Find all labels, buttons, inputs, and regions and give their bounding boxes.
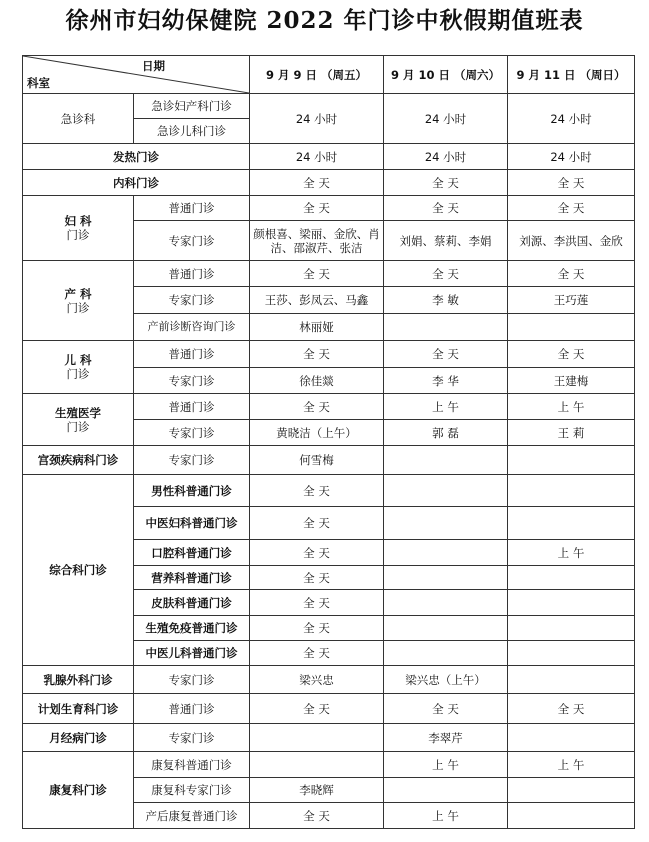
table-row: [23, 724, 635, 752]
dept-cell: [23, 341, 134, 394]
clinic-type-cell: 专家门诊: [134, 724, 250, 752]
duty-cell: 梁兴忠（上午）: [384, 666, 508, 694]
duty-cell: 全 天: [250, 196, 384, 221]
duty-cell: 全 天: [250, 694, 384, 724]
duty-cell: [384, 641, 508, 666]
duty-cell: [508, 616, 635, 641]
clinic-type-cell: 专家门诊: [134, 446, 250, 475]
duty-cell: 上 午: [384, 394, 508, 420]
clinic-type-cell: 普通门诊: [134, 261, 250, 287]
duty-cell: 刘源、李洪国、金欣: [508, 221, 635, 261]
clinic-type-cell: 皮肤科普通门诊: [134, 590, 250, 616]
duty-cell: 全 天: [250, 590, 384, 616]
duty-cell: 全 天: [384, 261, 508, 287]
dept-cell: 乳腺外科门诊: [23, 666, 134, 694]
duty-cell: 全 天: [250, 341, 384, 368]
duty-cell: 王 莉: [508, 420, 635, 446]
duty-schedule-table: [22, 55, 635, 829]
duty-cell: 上 午: [384, 752, 508, 778]
duty-cell: 林丽娅: [250, 314, 384, 341]
duty-cell: [250, 752, 384, 778]
header-row: [23, 56, 635, 94]
duty-cell: 颜根喜、梁丽、金欣、肖洁、邵淑芹、张洁: [250, 221, 384, 261]
duty-cell: 全 天: [250, 803, 384, 829]
dept-cell: [23, 196, 134, 261]
duty-cell: 全 天: [250, 641, 384, 666]
table-row: [23, 666, 635, 694]
dept-cell: 宫颈疾病科门诊: [23, 446, 134, 475]
duty-cell: 24 小时: [250, 144, 384, 170]
day-header-2: 9 月 10 日 （周六）: [384, 56, 508, 94]
duty-cell: [384, 778, 508, 803]
duty-cell: 全 天: [384, 341, 508, 368]
duty-cell: [508, 590, 635, 616]
clinic-type-cell: 急诊儿科门诊: [134, 119, 250, 144]
duty-cell: [384, 616, 508, 641]
dept-cell: 计划生育科门诊: [23, 694, 134, 724]
duty-cell: [508, 314, 635, 341]
duty-cell: 全 天: [250, 394, 384, 420]
clinic-type-cell: 康复科普通门诊: [134, 752, 250, 778]
clinic-type-cell: 产前诊断咨询门诊: [134, 314, 250, 341]
clinic-type-cell: 生殖免疫普通门诊: [134, 616, 250, 641]
dept-name-line: 儿 科: [64, 353, 92, 367]
duty-cell: [508, 475, 635, 507]
dept-label: 科室: [27, 76, 50, 90]
duty-cell: [508, 446, 635, 475]
duty-cell: 24 小时: [384, 94, 508, 144]
dept-name-line: 门诊: [66, 300, 90, 315]
duty-cell: 刘娟、蔡莉、李娟: [384, 221, 508, 261]
table-row: [23, 694, 635, 724]
day-header-3: 9 月 11 日 （周日）: [508, 56, 635, 94]
clinic-type-cell: 营养科普通门诊: [134, 566, 250, 590]
dept-cell: [23, 261, 134, 341]
table-row: [23, 144, 635, 170]
duty-cell: 王莎、彭凤云、马鑫: [250, 287, 384, 314]
duty-cell: [384, 507, 508, 540]
date-label: 日期: [142, 59, 165, 73]
clinic-type-cell: 普通门诊: [134, 394, 250, 420]
table-row: [23, 261, 635, 287]
duty-cell: [250, 724, 384, 752]
duty-cell: [508, 641, 635, 666]
duty-cell: 全 天: [250, 507, 384, 540]
duty-cell: 全 天: [250, 170, 384, 196]
duty-cell: 何雪梅: [250, 446, 384, 475]
duty-cell: [384, 566, 508, 590]
duty-cell: [384, 590, 508, 616]
duty-cell: 上 午: [384, 803, 508, 829]
duty-cell: 郭 磊: [384, 420, 508, 446]
duty-cell: [384, 446, 508, 475]
clinic-type-cell: 产后康复普通门诊: [134, 803, 250, 829]
duty-cell: 李 敏: [384, 287, 508, 314]
duty-cell: 梁兴忠: [250, 666, 384, 694]
duty-cell: [508, 778, 635, 803]
clinic-type-cell: 专家门诊: [134, 666, 250, 694]
table-row: [23, 196, 635, 221]
duty-cell: 全 天: [250, 616, 384, 641]
duty-cell: 全 天: [508, 261, 635, 287]
dept-cell: [23, 394, 134, 446]
duty-cell: 24 小时: [250, 94, 384, 144]
diagonal-line: [23, 56, 249, 93]
duty-cell: 上 午: [508, 752, 635, 778]
clinic-type-cell: 普通门诊: [134, 694, 250, 724]
duty-cell: [508, 566, 635, 590]
clinic-type-cell: 康复科专家门诊: [134, 778, 250, 803]
duty-cell: 全 天: [384, 694, 508, 724]
dept-cell: 康复科门诊: [23, 752, 134, 829]
duty-cell: 李翠芹: [384, 724, 508, 752]
duty-cell: 李 华: [384, 368, 508, 394]
duty-cell: 全 天: [384, 196, 508, 221]
duty-cell: 全 天: [250, 566, 384, 590]
duty-cell: 徐佳燚: [250, 368, 384, 394]
duty-cell: 全 天: [250, 475, 384, 507]
clinic-type-cell: 中医儿科普通门诊: [134, 641, 250, 666]
dept-cell: 月经病门诊: [23, 724, 134, 752]
day-header-1: 9 月 9 日 （周五）: [250, 56, 384, 94]
dept-cell: 内科门诊: [23, 170, 250, 196]
dept-name-line: 妇 科: [64, 214, 92, 228]
page-title: 徐州市妇幼保健院 2022 年门诊中秋假期值班表: [65, 7, 584, 34]
dept-cell: 综合科门诊: [23, 475, 134, 666]
duty-cell: 黄晓洁（上午）: [250, 420, 384, 446]
duty-cell: 全 天: [384, 170, 508, 196]
duty-cell: 全 天: [508, 694, 635, 724]
duty-cell: 上 午: [508, 394, 635, 420]
clinic-type-cell: 急诊妇产科门诊: [134, 94, 250, 119]
dept-name-line: 门诊: [66, 419, 90, 434]
duty-cell: [384, 540, 508, 566]
table-row: [23, 394, 635, 420]
duty-cell: [508, 507, 635, 540]
duty-cell: [508, 724, 635, 752]
clinic-type-cell: 中医妇科普通门诊: [134, 507, 250, 540]
clinic-type-cell: 专家门诊: [134, 287, 250, 314]
duty-cell: [384, 314, 508, 341]
duty-cell: 全 天: [250, 261, 384, 287]
dept-cell: 急诊科: [23, 94, 134, 144]
duty-cell: [508, 803, 635, 829]
duty-cell: 全 天: [508, 196, 635, 221]
dept-name-line: 门诊: [66, 367, 90, 381]
dept-name-line: 门诊: [66, 228, 90, 242]
duty-cell: 24 小时: [508, 94, 635, 144]
header-diagonal-cell: [23, 56, 250, 94]
dept-name-line: 产 科: [64, 286, 92, 301]
duty-cell: [384, 475, 508, 507]
clinic-type-cell: 男性科普通门诊: [134, 475, 250, 507]
dept-name-line: 生殖医学: [55, 405, 101, 420]
duty-cell: 王建梅: [508, 368, 635, 394]
clinic-type-cell: 专家门诊: [134, 420, 250, 446]
duty-cell: 上 午: [508, 540, 635, 566]
table-row: [23, 752, 635, 778]
duty-cell: 全 天: [508, 341, 635, 368]
duty-cell: 24 小时: [508, 144, 635, 170]
table-row: [23, 475, 635, 507]
duty-cell: 全 天: [508, 170, 635, 196]
table-row: [23, 446, 635, 475]
duty-cell: 全 天: [250, 540, 384, 566]
clinic-type-cell: 口腔科普通门诊: [134, 540, 250, 566]
duty-cell: 李晓辉: [250, 778, 384, 803]
clinic-type-cell: 专家门诊: [134, 221, 250, 261]
dept-cell: 发热门诊: [23, 144, 250, 170]
table-row: [23, 341, 635, 368]
duty-cell: 王巧莲: [508, 287, 635, 314]
table-row: [23, 94, 635, 119]
duty-cell: 24 小时: [384, 144, 508, 170]
clinic-type-cell: 专家门诊: [134, 368, 250, 394]
duty-cell: [508, 666, 635, 694]
clinic-type-cell: 普通门诊: [134, 341, 250, 368]
table-row: [23, 170, 635, 196]
clinic-type-cell: 普通门诊: [134, 196, 250, 221]
